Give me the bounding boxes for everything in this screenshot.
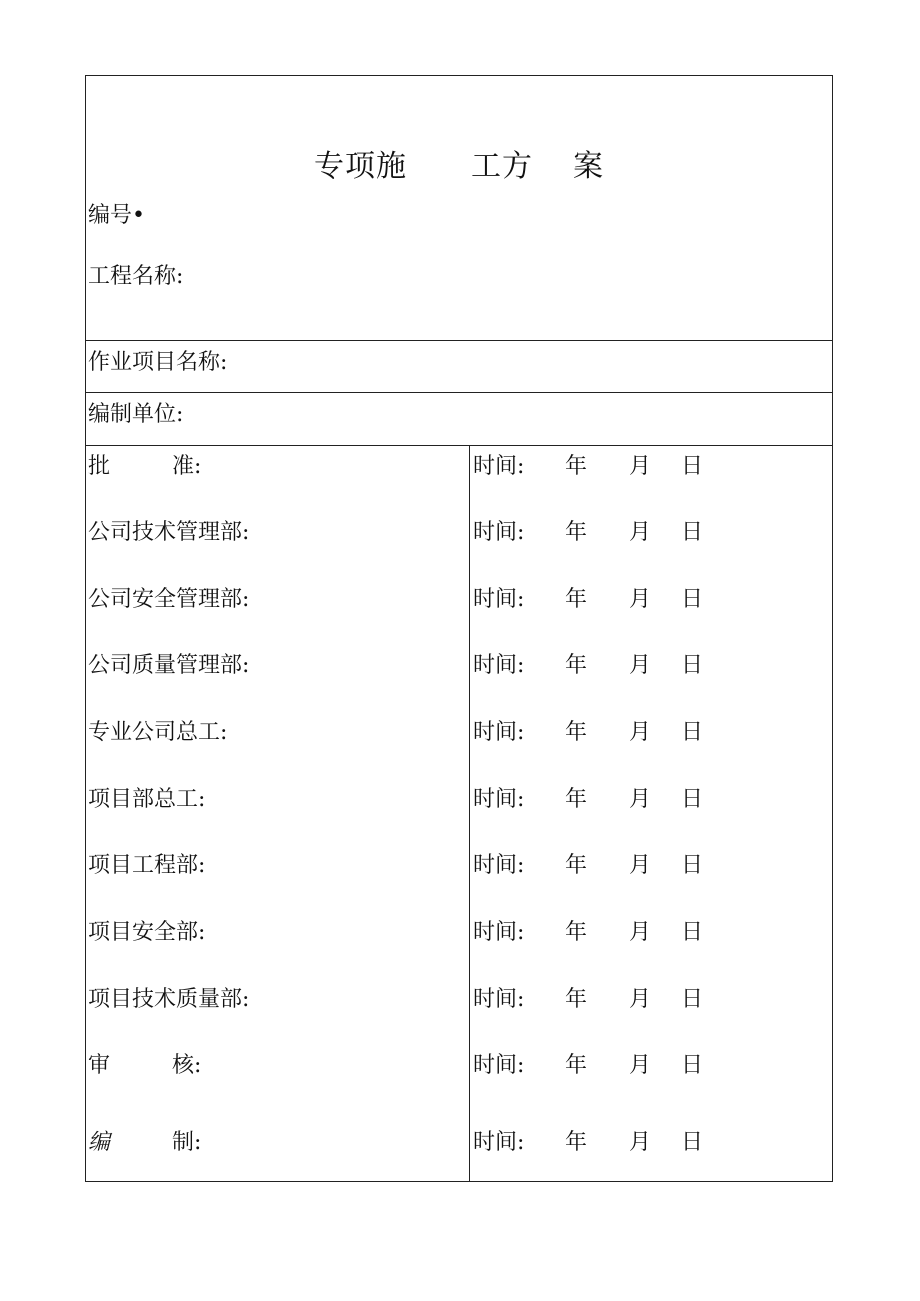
project-name-field: 工程名称:: [88, 264, 184, 289]
document-title: [86, 141, 832, 184]
title-part-1: 专项施: [314, 149, 407, 184]
specialty-chief-engineer-label: 专业公司总工:: [88, 720, 228, 745]
review-label: 审 核:: [88, 1053, 202, 1078]
company-tech-dept-label: 公司技术管理部:: [88, 520, 250, 545]
project-tech-quality-dept-label: 项目技术质量部:: [88, 987, 250, 1012]
approval-label: 批 准:: [88, 454, 202, 479]
divider: [86, 445, 832, 446]
project-safety-dept-label: 项目安全部:: [88, 920, 206, 945]
divider: [86, 392, 832, 393]
approval-form: 专项施 工方 案 编号• 工程名称: 作业项目名称: 编制单位: 批 准: 时间: 年 月 日 公司技术管理部: 时间: 年 月 日 公司安全管理部: 时间: 年 月 日 公司质量管理部: 时间: 年 月 日 专业公司总工: 时间: 年 月 日 项目部总工: 时间: 年 月 日 项目工程部: 时间: 年 月 日 项目安全部: 时间: 年 月 日 项目技术质量部: 时间: 年 月 日 审 核: 时间: 年 月 日 编 制: 时间: 年 月 日: [85, 75, 833, 1182]
company-safety-dept-label: 公司安全管理部:: [88, 587, 250, 612]
title-part-3: 案: [573, 149, 604, 184]
document-number-field: 编号•: [88, 203, 145, 228]
project-engineering-dept-label: 项目工程部:: [88, 853, 206, 878]
compiling-unit-field: 编制单位:: [88, 402, 184, 427]
company-quality-dept-label: 公司质量管理部:: [88, 653, 250, 678]
project-chief-engineer-label: 项目部总工:: [88, 787, 206, 812]
divider: [86, 340, 832, 341]
work-item-name-field: 作业项目名称:: [88, 350, 228, 375]
title-part-2: 工方: [471, 149, 533, 184]
compile-label: 编 制:: [88, 1130, 202, 1155]
column-divider: [469, 445, 470, 1181]
